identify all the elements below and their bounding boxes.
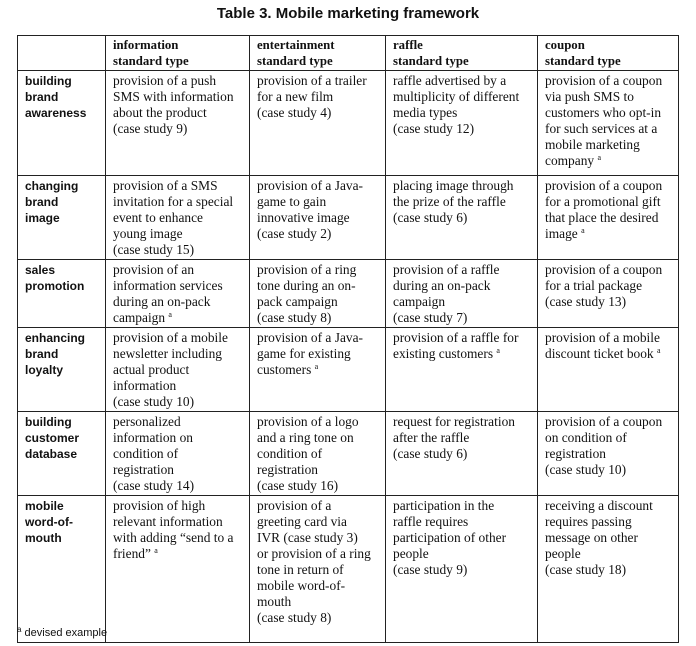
cell-coupon	[538, 176, 679, 260]
cell-line: (case study 9)	[113, 121, 188, 136]
cell-line: provision of a coupon	[545, 262, 663, 277]
cell-line: media types	[393, 105, 458, 120]
cell-raffle	[386, 412, 538, 496]
cell-line: provision of a Java-	[257, 178, 363, 193]
cell-line: existing customers	[393, 346, 494, 361]
row-header-line: loyalty	[25, 363, 64, 377]
row-header-line: customer	[25, 431, 80, 445]
cell-entertainment	[250, 496, 386, 643]
row-header-line: building	[25, 74, 72, 88]
footnote	[17, 627, 107, 640]
cell-line: provision of a coupon	[545, 414, 663, 429]
row-header-line: brand	[25, 90, 59, 104]
cell-line: (case study 14)	[113, 478, 195, 493]
row-header-line: mouth	[25, 531, 62, 545]
cell-line-with-mark	[113, 310, 245, 326]
cell-line: provision of a coupon	[545, 178, 663, 193]
cell-line: participation in the	[393, 498, 495, 513]
cell-entertainment	[250, 412, 386, 496]
footnote-text: devised example	[24, 627, 108, 639]
cell-line-with-mark	[257, 362, 381, 378]
cell-line: (case study 8)	[257, 310, 332, 325]
cell-entertainment	[250, 71, 386, 176]
cell-raffle	[386, 496, 538, 643]
cell-line: registration	[113, 462, 174, 477]
cell-line: provision of a raffle	[393, 262, 500, 277]
cell-line: or provision of a ring	[257, 546, 371, 561]
column-header-information: information standard type	[106, 36, 250, 71]
cell-line: campaign	[113, 310, 166, 325]
cell-line: condition of	[257, 446, 323, 461]
cell-line: young image	[113, 226, 183, 241]
cell-raffle	[386, 260, 538, 328]
cell-line: (case study 7)	[393, 310, 468, 325]
cell-line: innovative image	[257, 210, 350, 225]
header-row	[18, 36, 679, 71]
cell-line: provision of a trailer	[257, 73, 367, 88]
cell-line: newsletter including	[113, 346, 222, 361]
cell-line: (case study 6)	[393, 210, 468, 225]
row-header-line: word-of-	[25, 515, 73, 529]
cell-line: image	[545, 226, 578, 241]
cell-line: provision of a ring	[257, 262, 357, 277]
row-header-line: enhancing	[25, 331, 86, 345]
cell-line: requires passing	[545, 514, 632, 529]
cell-information	[106, 328, 250, 412]
cell-line: information on	[113, 430, 193, 445]
cell-line: for such services at a	[545, 121, 658, 136]
cell-line: provision of a mobile	[545, 330, 660, 345]
row-header	[18, 412, 106, 496]
cell-line-with-mark	[545, 346, 674, 362]
cell-line: provision of a logo	[257, 414, 359, 429]
row-header	[18, 260, 106, 328]
cell-line: tone during an on-	[257, 278, 356, 293]
cell-line: (case study 12)	[393, 121, 475, 136]
cell-line: company	[545, 153, 595, 168]
cell-line: multiplicity of different	[393, 89, 520, 104]
row-header-line: changing	[25, 179, 79, 193]
footnote-reference: a	[656, 346, 661, 355]
row-header-line: mobile	[25, 499, 64, 513]
cell-line-with-mark	[545, 226, 674, 242]
table-row	[18, 328, 679, 412]
cell-line: registration	[257, 462, 318, 477]
cell-line: via push SMS to	[545, 89, 634, 104]
cell-line-with-mark	[393, 346, 533, 362]
cell-line: during an on-pack	[393, 278, 491, 293]
cell-raffle	[386, 176, 538, 260]
cell-coupon	[538, 71, 679, 176]
cell-line: SMS with information	[113, 89, 234, 104]
cell-raffle	[386, 71, 538, 176]
cell-line: (case study 18)	[545, 562, 627, 577]
cell-line: IVR (case study 3)	[257, 530, 358, 545]
footnote-reference: a	[496, 346, 500, 355]
cell-line: placing image through	[393, 178, 514, 193]
cell-information	[106, 260, 250, 328]
table-row	[18, 260, 679, 328]
table-title: Table 3. Mobile marketing framework	[216, 5, 480, 22]
footnote-reference: a	[581, 226, 585, 235]
cell-line: mouth	[257, 594, 292, 609]
cell-line: on condition of	[545, 430, 627, 445]
cell-line: discount ticket book	[545, 346, 654, 361]
cell-line: raffle advertised by a	[393, 73, 507, 88]
framework-table	[17, 35, 679, 643]
cell-raffle	[386, 328, 538, 412]
table-row	[18, 176, 679, 260]
table-row	[18, 71, 679, 176]
cell-line: receiving a discount	[545, 498, 653, 513]
cell-coupon	[538, 412, 679, 496]
cell-line: after the raffle	[393, 430, 470, 445]
cell-line: people	[545, 546, 581, 561]
table-row	[18, 496, 679, 643]
cell-line: for a new film	[257, 89, 334, 104]
cell-line: game to gain	[257, 194, 327, 209]
row-header-line: database	[25, 447, 78, 461]
cell-line: (case study 8)	[257, 610, 332, 625]
cell-line: mobile word-of-	[257, 578, 346, 593]
cell-line: raffle requires	[393, 514, 469, 529]
cell-line: (case study 9)	[393, 562, 468, 577]
cell-line: and a ring tone on	[257, 430, 354, 445]
cell-information	[106, 412, 250, 496]
cell-line: game for existing	[257, 346, 351, 361]
column-header-coupon: coupon standard type	[538, 36, 679, 71]
cell-line: event to enhance	[113, 210, 203, 225]
cell-information	[106, 71, 250, 176]
row-header-line: sales	[25, 263, 56, 277]
footnote-mark: a	[17, 625, 22, 634]
footnote-reference: a	[168, 310, 172, 319]
cell-line: (case study 2)	[257, 226, 332, 241]
cell-line: about the product	[113, 105, 207, 120]
row-header	[18, 71, 106, 176]
cell-line: friend”	[113, 546, 151, 561]
cell-line: greeting card via	[257, 514, 347, 529]
cell-line: participation of other	[393, 530, 507, 545]
row-header	[18, 328, 106, 412]
cell-line: for a promotional gift	[545, 194, 661, 209]
cell-information	[106, 176, 250, 260]
cell-line: actual product	[113, 362, 190, 377]
cell-line: provision of a	[257, 498, 332, 513]
cell-line: provision of a coupon	[545, 73, 663, 88]
cell-coupon	[538, 328, 679, 412]
cell-line-with-mark	[113, 546, 245, 562]
cell-line: message on other	[545, 530, 638, 545]
cell-line-with-mark	[545, 153, 674, 169]
cell-entertainment	[250, 176, 386, 260]
cell-line: customers	[257, 362, 312, 377]
footnote-reference: a	[314, 362, 319, 371]
cell-line: relevant information	[113, 514, 223, 529]
cell-line: mobile marketing	[545, 137, 640, 152]
cell-line: provision of a SMS	[113, 178, 218, 193]
cell-line: (case study 10)	[545, 462, 627, 477]
cell-line: with adding “send to a	[113, 530, 234, 545]
row-header	[18, 496, 106, 643]
cell-line: (case study 15)	[113, 242, 195, 257]
row-header-line: image	[25, 211, 60, 225]
column-header-entertainment: entertainment standard type	[250, 36, 386, 71]
cell-line: provision of a Java-	[257, 330, 363, 345]
cell-line: provision of a mobile	[113, 330, 228, 345]
cell-line: invitation for a special	[113, 194, 234, 209]
cell-information	[106, 496, 250, 643]
header-corner-cell	[18, 36, 106, 71]
cell-line: information services	[113, 278, 223, 293]
cell-line: during an on-pack	[113, 294, 211, 309]
cell-line: provision of high	[113, 498, 206, 513]
cell-line: condition of	[113, 446, 179, 461]
cell-line: (case study 16)	[257, 478, 339, 493]
cell-coupon	[538, 260, 679, 328]
cell-line: personalized	[113, 414, 181, 429]
row-header-line: brand	[25, 347, 59, 361]
cell-line: (case study 4)	[257, 105, 332, 120]
cell-line: that place the desired	[545, 210, 659, 225]
cell-line: request for registration	[393, 414, 515, 429]
cell-coupon	[538, 496, 679, 643]
cell-line: the prize of the raffle	[393, 194, 506, 209]
cell-line: people	[393, 546, 429, 561]
footnote-reference: a	[154, 546, 158, 555]
cell-line: provision of an	[113, 262, 195, 277]
row-header-line: building	[25, 415, 72, 429]
cell-line: customers who opt-in	[545, 105, 662, 120]
cell-line: pack campaign	[257, 294, 338, 309]
cell-line: registration	[545, 446, 606, 461]
row-header	[18, 176, 106, 260]
cell-line: tone in return of	[257, 562, 344, 577]
cell-line: (case study 13)	[545, 294, 627, 309]
cell-line: for a trial package	[545, 278, 643, 293]
table-row	[18, 412, 679, 496]
row-header-line: promotion	[25, 279, 85, 293]
row-header-line: brand	[25, 195, 59, 209]
cell-entertainment	[250, 260, 386, 328]
column-header-raffle: raffle standard type	[386, 36, 538, 71]
footnote-reference: a	[597, 153, 602, 162]
cell-line: provision of a push	[113, 73, 217, 88]
row-header-line: awareness	[25, 106, 87, 120]
cell-line: (case study 10)	[113, 394, 195, 409]
cell-line: information	[113, 378, 177, 393]
cell-entertainment	[250, 328, 386, 412]
cell-line: (case study 6)	[393, 446, 468, 461]
cell-line: provision of a raffle for	[393, 330, 519, 345]
cell-line: campaign	[393, 294, 446, 309]
